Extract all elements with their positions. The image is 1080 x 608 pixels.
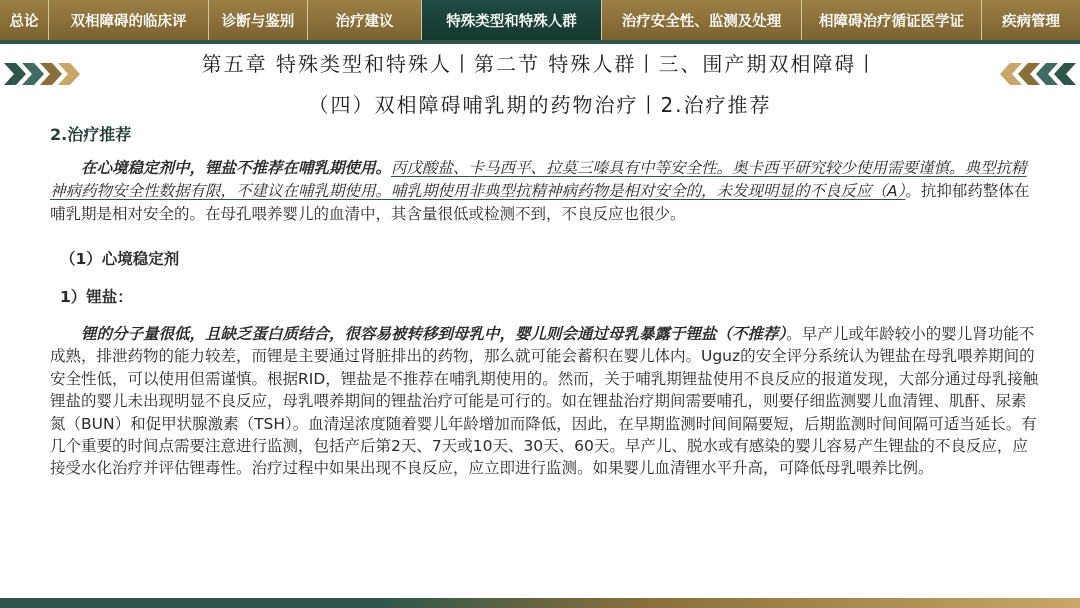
top-nav xyxy=(0,0,1080,40)
key-recommendation: 锂的分子量很低，且缺乏蛋白质结合，很容易被转移到母乳中，婴儿则会通过母乳暴露于锂盐（不推荐） xyxy=(81,325,787,343)
lithium-paragraph xyxy=(50,323,1040,480)
tab-treatment-advice[interactable]: 治疗建议 xyxy=(308,0,422,40)
tab-evidence-based[interactable]: 相障碍治疗循证医学证 xyxy=(802,0,982,40)
footer-bar xyxy=(0,598,1080,608)
key-recommendation: 在心境稳定剂中，锂盐不推荐在哺乳期使用。 xyxy=(81,159,392,177)
tab-disease-management[interactable]: 疾病管理 xyxy=(982,0,1080,40)
main-content xyxy=(50,122,1040,480)
tab-special-populations[interactable]: 特殊类型和特殊人群 xyxy=(422,0,602,40)
tab-diagnosis[interactable]: 诊断与鉴别 xyxy=(209,0,308,40)
subsection-title: （1）心境稳定剂 xyxy=(60,250,180,268)
section-title: 2.治疗推荐 xyxy=(50,125,132,144)
tab-treatment-safety[interactable]: 治疗安全性、监测及处理 xyxy=(602,0,802,40)
page-title: （四）双相障碍哺乳期的药物治疗丨2.治疗推荐 xyxy=(308,93,772,117)
paragraph-text: 。早产儿或年龄较小的婴儿肾功能不成熟，排泄药物的能力较差，而锂是主要通过肾脏排出的药物，那么就可能会蓄积在婴儿体内。Uguz的安全评分系统认为锂盐在母乳喂养期间的安全性低，可以使用但需谨慎。根据RID，锂盐是不推荐在哺乳期使用的。然而，关于哺乳期锂盐使用不良反应的报道发现，大部分通过母乳接触锂盐的婴儿未出现明显不良反应，母乳喂养期间的锂盐治疗可能是可行的。如在锂盐治疗期间需要哺孔，则要仔细监测婴儿血清锂、肌酐、尿素氮（BUN）和促甲状腺激素（TSH）。血清逞浓度随着婴儿年龄增加而降低，因此，在早期监测时间间隔要短，后期监测时间间隔可适当延长。有几个重要的时间点需要注意进行监测，包括产后第2天、7天或10天、30天、60天。早产儿、脱水或有感染的婴儿容易产生锂盐的不良反应，应接受水化治疗并评估锂毒性。治疗过程中如果出现不良反应，应立即进行监测。如果婴儿血清锂水平升高，可降低母乳喂养比例。 xyxy=(50,325,1039,478)
subsection-title: 1）锂盐： xyxy=(60,288,133,306)
tab-clinical-assessment[interactable]: 双相障碍的临床评 xyxy=(49,0,209,40)
breadcrumb-title: 第五章 特殊类型和特殊人丨第二节 特殊人群丨三、围产期双相障碍丨 xyxy=(201,52,879,76)
recommendation-paragraph xyxy=(50,157,1040,226)
highlighted-recommendation: 丙戊酸盐、卡马西平、拉莫三嗪具有中等安全性。奥卡西平研究较少使用需要谨慎。典型抗精神病药物安全性数据有限，不建议在哺乳期使用。哺乳期使用非典型抗精神病药物是相对安全的，未发现明显的不良反应（A） xyxy=(50,159,1027,200)
paragraph-text: 。抗抑郁药整体在哺乳期是相对安全的。在母孔喂养婴儿的血清中，其含量很低或检测不到，不良反应也很少。 xyxy=(50,182,1030,223)
nav-divider xyxy=(0,40,1080,44)
tab-overview[interactable]: 总论 xyxy=(0,0,49,40)
